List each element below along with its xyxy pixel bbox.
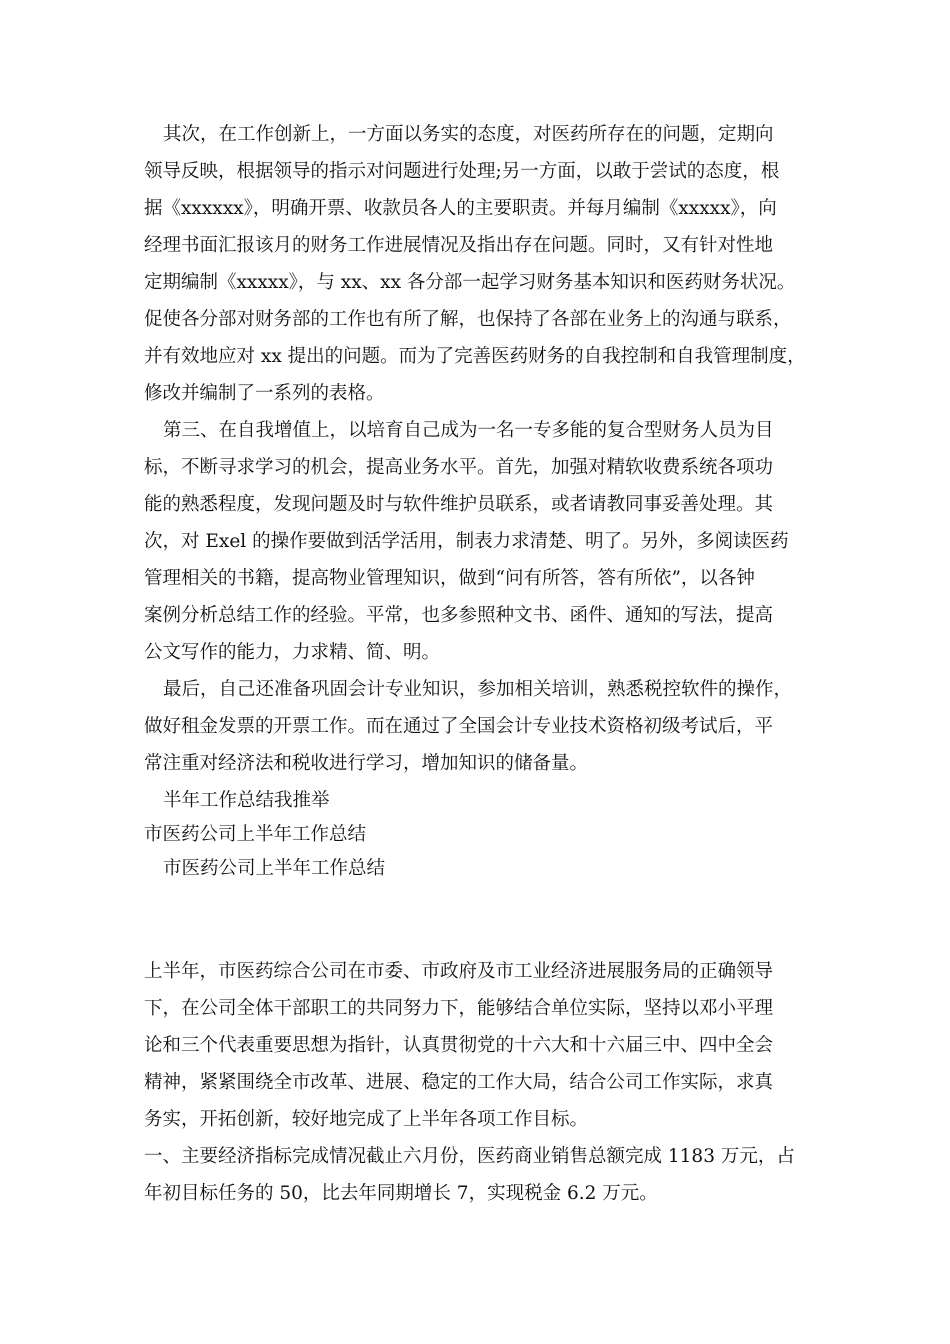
text-line: 公文写作的能力，力求精、简、明。 [144, 642, 441, 663]
text-line: 精神，紧紧围绕全市改革、进展、稳定的工作大局，结合公司工作实际，求真 [144, 1072, 774, 1093]
text-line: 经理书面汇报该月的财务工作进展情况及指出存在问题。同时，又有针对性地 [144, 235, 774, 256]
text-line: 次，对 Exel 的操作要做到活学活用，制表力求清楚、明了。另外，多阅读医药 [144, 531, 789, 552]
text-line: 修改并编制了一系列的表格。 [144, 383, 385, 404]
text-line: 一、主要经济指标完成情况截止六月份，医药商业销售总额完成 1183 万元，占 [144, 1146, 795, 1167]
text-line: 年初目标任务的 50，比去年同期增长 7，实现税金 6.2 万元。 [144, 1183, 658, 1204]
text-line: 论和三个代表重要思想为指针，认真贯彻党的十六大和十六届三中、四中全会 [144, 1035, 774, 1056]
text-line: 其次，在工作创新上，一方面以务实的态度，对医药所存在的问题，定期向 [163, 124, 774, 145]
text-line: 据《xxxxxx》，明确开票、收款员各人的主要职责。并每月编制《xxxxx》，向 [144, 198, 777, 219]
text-line: 半年工作总结我推举 [163, 790, 330, 811]
text-line: 第三、在自我增值上，以培育自己成为一名一专多能的复合型财务人员为目 [163, 420, 774, 441]
text-line: 下，在公司全体干部职工的共同努力下，能够结合单位实际，坚持以邓小平理 [144, 998, 774, 1019]
text-line: 市医药公司上半年工作总结 [144, 824, 367, 845]
text-line: 上半年，市医药综合公司在市委、市政府及市工业经济进展服务局的正确领导 [144, 961, 774, 982]
text-line: 促使各分部对财务部的工作也有所了解，也保持了各部在业务上的沟通与联系， [144, 309, 792, 330]
text-line: 并有效地应对 xx 提出的问题。而为了完善医药财务的自我控制和自我管理制度， [144, 346, 806, 367]
text-line: 定期编制《xxxxx》，与 xx、xx 各分部一起学习财务基本知识和医药财务状况。 [144, 272, 796, 293]
text-line: 能的熟悉程度，发现问题及时与软件维护员联系，或者请教同事妥善处理。其 [144, 494, 774, 515]
text-line: 领导反映，根据领导的指示对问题进行处理;另一方面，以敢于尝试的态度，根 [144, 161, 780, 182]
text-line: 市医药公司上半年工作总结 [163, 858, 386, 879]
text-line: 务实，开拓创新，较好地完成了上半年各项工作目标。 [144, 1109, 589, 1130]
text-line: 标，不断寻求学习的机会，提高业务水平。首先，加强对精软收费系统各项功 [144, 457, 774, 478]
text-line: 做好租金发票的开票工作。而在通过了全国会计专业技术资格初级考试后，平 [144, 716, 774, 737]
text-line: 案例分析总结工作的经验。平常，也多参照种文书、函件、通知的写法，提高 [144, 605, 774, 626]
text-line: 管理相关的书籍，提高物业管理知识，做到“问有所答，答有所依”，以各钟 [144, 568, 755, 589]
text-line: 常注重对经济法和税收进行学习，增加知识的储备量。 [144, 753, 589, 774]
text-line: 最后，自己还准备巩固会计专业知识，参加相关培训，熟悉税控软件的操作， [163, 679, 793, 700]
